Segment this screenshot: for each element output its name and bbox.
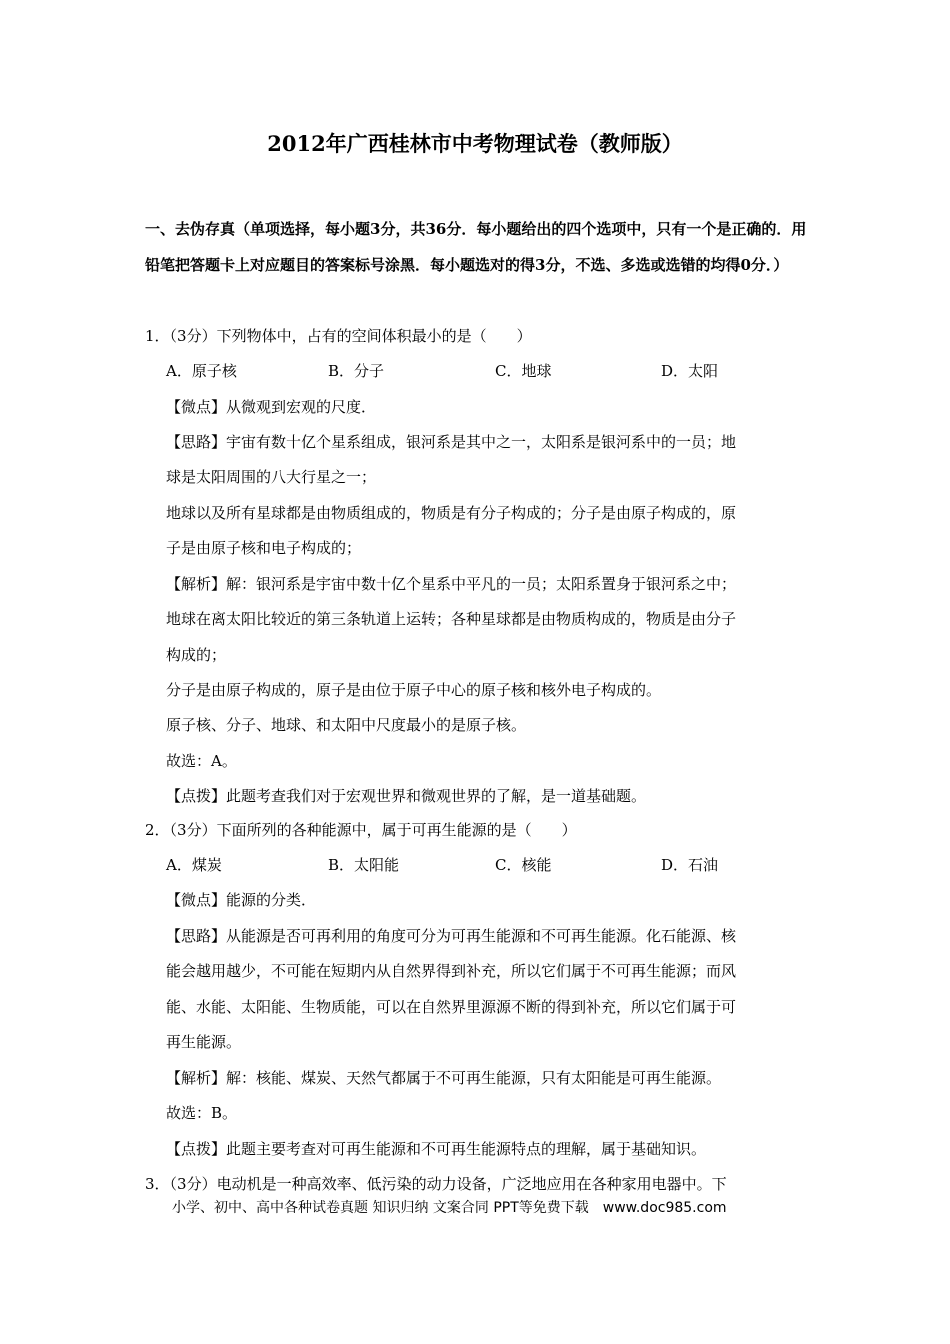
question-1-option-b: B．分子 [328,362,385,380]
question-2-line: 【微点】能源的分类． [166,891,317,909]
question-1-line: 【点拨】此题考查我们对于宏观世界和微观世界的了解，是一道基础题。 [166,787,647,805]
question-1-line: 【微点】从微观到宏观的尺度． [166,398,377,416]
question-2-line: 能、水能、太阳能、生物质能，可以在自然界里源源不断的得到补充，所以它们属于可 [166,998,737,1016]
question-1-line: 原子核、分子、地球、和太阳中尺度最小的是原子核。 [166,716,527,734]
question-2-line: 能会越用越少，不可能在短期内从自然界得到补充，所以它们属于不可再生能源；而风 [166,962,737,980]
question-2-option-d: D．石油 [661,856,719,874]
question-2-line: 【思路】从能源是否可再利用的角度可分为可再生能源和不可再生能源。化石能源、核 [166,927,737,945]
question-1-option-d: D．太阳 [661,362,719,380]
question-3-stem: 3．（3分）电动机是一种高效率、低污染的动力设备，广泛地应用在各种家用电器中。下 [145,1175,727,1193]
question-1-option-c: C．地球 [495,362,552,380]
page-title: 2012年广西桂林市中考物理试卷（教师版） [267,131,683,156]
question-2-option-b: B．太阳能 [328,856,400,874]
footer-note: 小学、初中、高中各种试卷真题 知识归纳 文案合同 PPT等免费下载 www.doc985.com [172,1200,727,1216]
section-heading: 一、去伪存真（单项选择，每小题3分，共36分．每小题给出的四个选项中，只有一个是正确的．用铅笔把答题卡上对应题目的答案标号涂黑．每小题选对的得3分，不选、多选或选错的均得0分．） [145,220,807,274]
question-1-line: 【思路】宇宙有数十亿个星系组成，银河系是其中之一，太阳系是银河系中的一员；地 [166,433,737,451]
question-2-option-a: A．煤炭 [166,856,222,874]
question-1-line: 地球以及所有星球都是由物质组成的，物质是有分子构成的；分子是由原子构成的，原 [166,504,737,522]
question-2-line: 【点拨】此题主要考查对可再生能源和不可再生能源特点的理解，属于基础知识。 [166,1140,707,1158]
question-1-option-a: A．原子核 [166,362,237,380]
question-1-line: 球是太阳周围的八大行星之一； [166,468,377,486]
question-1-stem: 1．（3分）下列物体中，占有的空间体积最小的是（ ） [145,327,532,345]
question-2-line: 【解析】解：核能、煤炭、天然气都属于不可再生能源，只有太阳能是可再生能源。 [166,1069,722,1087]
question-1-line: 【解析】解：银河系是宇宙中数十亿个星系中平凡的一员；太阳系置身于银河系之中； [166,575,737,593]
question-1-line: 构成的； [166,646,227,664]
question-1-line: 子是由原子核和电子构成的； [166,539,362,557]
question-2-line: 再生能源。 [166,1033,242,1051]
question-1-line: 地球在离太阳比较近的第三条轨道上运转；各种星球都是由物质构成的，物质是由分子 [166,610,737,628]
question-1-line: 分子是由原子构成的，原子是由位于原子中心的原子核和核外电子构成的。 [166,681,662,699]
question-2-line: 故选：B。 [166,1104,238,1122]
question-1-line: 故选：A。 [166,752,237,770]
question-2-stem: 2．（3分）下面所列的各种能源中，属于可再生能源的是（ ） [145,821,577,839]
question-2-option-c: C．核能 [495,856,552,874]
